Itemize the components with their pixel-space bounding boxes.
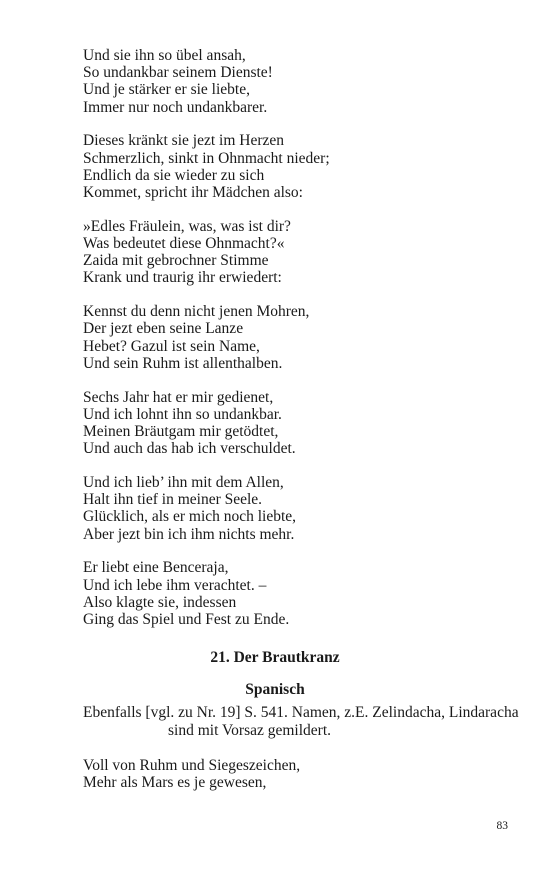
- verse-line: Mehr als Mars es je gewesen,: [83, 774, 267, 792]
- verse-line: Zaida mit gebrochner Stimme: [83, 252, 269, 270]
- stanza-4: [83, 303, 513, 372]
- note-line: Ebenfalls [vgl. zu Nr. 19] S. 541. Namen, z.E. Zelindacha, Lindaracha: [83, 704, 519, 721]
- verse-line: Kennst du denn nicht jenen Mohren,: [83, 303, 310, 321]
- verse-line: Und sie ihn so übel ansah,: [83, 47, 246, 64]
- poem-stanzas: [83, 47, 513, 645]
- section-title: 21. Der Brautkranz: [210, 649, 340, 666]
- verse-line: Und je stärker er sie liebte,: [83, 81, 250, 99]
- verse-line: Und sein Ruhm ist allenthalben.: [83, 354, 283, 372]
- verse-line: Schmerzlich, sinkt in Ohnmacht nieder;: [83, 149, 330, 167]
- verse-line: Meinen Bräutgam mir getödtet,: [83, 423, 279, 441]
- verse-line: Hebet? Gazul ist sein Name,: [83, 337, 260, 355]
- verse-line: Und ich lebe ihm verachtet. –: [83, 576, 267, 594]
- verse-line: Krank und traurig ihr erwiedert:: [83, 269, 282, 287]
- verse-line: Immer nur noch undankbarer.: [83, 98, 268, 116]
- verse-line: Und ich lohnt ihn so undankbar.: [83, 405, 282, 423]
- stanza-2: [83, 132, 513, 201]
- verse-line: Glücklich, als er mich noch liebte,: [83, 508, 297, 526]
- stanza-3: [83, 218, 513, 287]
- poem-beginning: [83, 757, 513, 791]
- verse-line: Was bedeutet diese Ohnmacht?«: [83, 235, 285, 253]
- editorial-note: [83, 704, 519, 740]
- verse-line: Und ich lieb’ ihn mit dem Allen,: [83, 474, 284, 492]
- stanza-1: [83, 47, 513, 116]
- stanza-7: [83, 559, 513, 628]
- verse-line: »Edles Fräulein, was, was ist dir?: [83, 217, 291, 235]
- verse-line: Der jezt eben seine Lanze: [83, 320, 244, 338]
- stanza-5: [83, 389, 513, 458]
- verse-line: Kommet, spricht ihr Mädchen also:: [83, 184, 303, 202]
- verse-line: Also klagte sie, indessen: [83, 593, 237, 611]
- verse-line: Sechs Jahr hat er mir gedienet,: [83, 388, 274, 406]
- verse-line: So undankbar seinem Dienste!: [83, 64, 273, 82]
- verse-line: Voll von Ruhm und Siegeszeichen,: [83, 757, 301, 774]
- verse-line: Ging das Spiel und Fest zu Ende.: [83, 611, 290, 629]
- section-subtitle: Spanisch: [245, 681, 305, 698]
- verse-line: Er liebt eine Benceraja,: [83, 559, 229, 577]
- page-number: 83: [496, 820, 508, 832]
- verse-line: Dieses kränkt sie jezt im Herzen: [83, 132, 284, 150]
- verse-line: Und auch das hab ich verschuldet.: [83, 440, 296, 458]
- note-line: sind mit Vorsaz gemildert.: [168, 722, 332, 739]
- verse-line: Halt ihn tief in meiner Seele.: [83, 491, 263, 509]
- stanza-6: [83, 474, 513, 543]
- verse-line: Endlich da sie wieder zu sich: [83, 166, 265, 184]
- verse-line: Aber jezt bin ich ihm nichts mehr.: [83, 525, 295, 543]
